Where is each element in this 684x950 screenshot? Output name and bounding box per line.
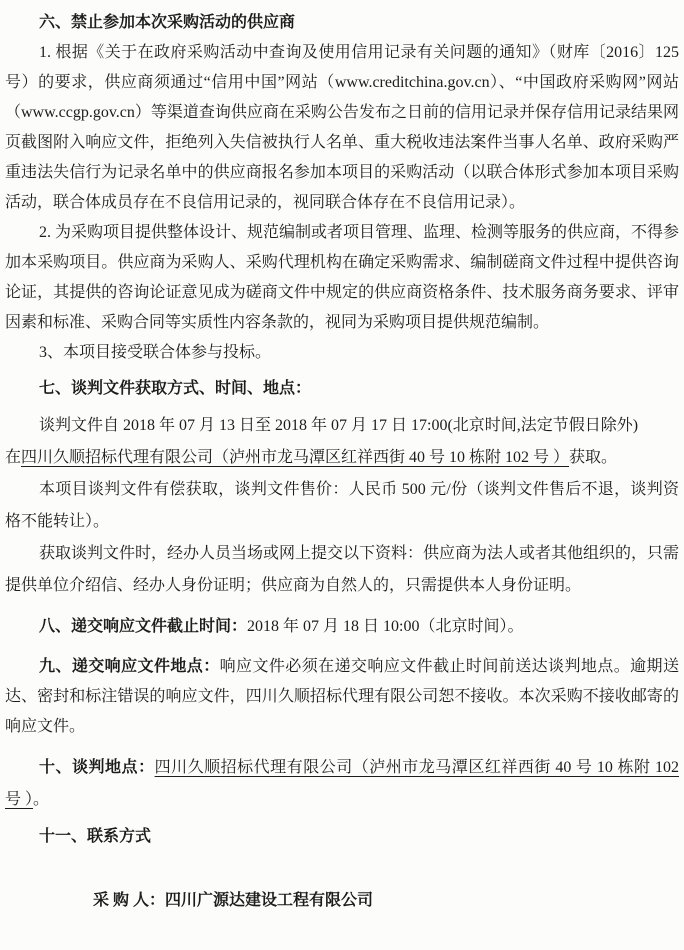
document-obtain-location-prefix: 在 xyxy=(5,449,22,466)
section-11-heading: 十一、联系方式 xyxy=(39,828,152,845)
section-6-para-1: 1. 根据《关于在政府采购活动中查询及使用信用记录有关问题的通知》（财库〔2016〕125 号）的要求，供应商须通过“信用中国”网站（www.creditchina.gov.cn）、“中国政府采购网”网站（www.ccgp.gov.cn）等渠道查询供应商在采购公告发布之日前的信用记录并保存信用记录结果网页截图附入响应文件，拒绝列入失信被执行人名单、重大税收违法案件当事人名单、政府采购严重违法失信行为记录名单中的供应商报名参加本项目的采购活动（以联合体形式参加本项目采购活动，联合体成员存在不良信用记录的，视同联合体存在不良信用记录）。 xyxy=(5,44,679,211)
section-7-para-1 xyxy=(5,410,679,474)
document-obtain-period-text: 谈判文件自 2018 年 07 月 13 日至 2018 年 07 月 17 日 17:00(北京时间,法定节假日除外) xyxy=(39,417,639,434)
section-10-heading: 十、谈判地点： xyxy=(39,759,155,776)
purchaser-label: 采 购 人： xyxy=(93,892,166,909)
purchaser-line xyxy=(5,886,679,916)
purchaser-name: 四川广源达建设工程有限公司 xyxy=(165,892,374,909)
deadline-datetime-text: 2018 年 07 月 18 日 10:00（北京时间）。 xyxy=(247,618,524,635)
section-6-para-3: 3、本项目接受联合体参与投标。 xyxy=(39,344,272,361)
section-7-para-2: 本项目谈判文件有偿获取，谈判文件售价：人民币 500 元/份（谈判文件售后不退，谈判资格不能转让）。 xyxy=(5,481,679,530)
section-10-para xyxy=(5,752,679,816)
negotiation-address-suffix: 。 xyxy=(33,791,50,808)
section-7-para-3: 获取谈判文件时，经办人员当场或网上提交以下资料：供应商为法人或者其他组织的，只需提供单位介绍信、经办人身份证明；供应商为自然人的，只需提供本人身份证明。 xyxy=(5,545,680,594)
section-7-heading: 七、谈判文件获取方式、时间、地点： xyxy=(39,380,312,397)
section-9-heading: 九、递交响应文件地点： xyxy=(39,658,220,675)
section-6-para-2: 2. 为采购项目提供整体设计、规范编制或者项目管理、监理、检测等服务的供应商，不得参加本采购项目。供应商为采购人、采购代理机构在确定采购需求、编制磋商文件过程中提供咨询论证，其提供的咨询论证意见成为磋商文件中规定的供应商资格条件、技术服务商务要求、评审因素和标准、采购合同等实质性内容条款的，视同为采购项目提供规范编制。 xyxy=(5,224,680,331)
section-9-para xyxy=(5,652,679,742)
submission-place-text: 响应文件必须在递交响应文件截止时间前送达谈判地点。逾期送达、密封和标注错误的响应文件，四川久顺招标代理有限公司恕不接收。本次采购不接收邮寄的响应文件。 xyxy=(5,658,679,735)
document-obtain-suffix: 获取。 xyxy=(569,449,618,466)
negotiation-address-underlined: 四川久顺招标代理有限公司（泸州市龙马潭区红祥西街 40 号 10 栋附 102 号 ） xyxy=(5,759,679,808)
agency-address-underlined: 四川久顺招标代理有限公司（泸州市龙马潭区红祥西街 40 号 10 栋附 102 号 ） xyxy=(21,449,570,466)
section-6-heading: 六、禁止参加本次采购活动的供应商 xyxy=(39,14,296,31)
section-8-line xyxy=(5,612,679,642)
section-8-heading: 八、递交响应文件截止时间： xyxy=(39,618,248,635)
